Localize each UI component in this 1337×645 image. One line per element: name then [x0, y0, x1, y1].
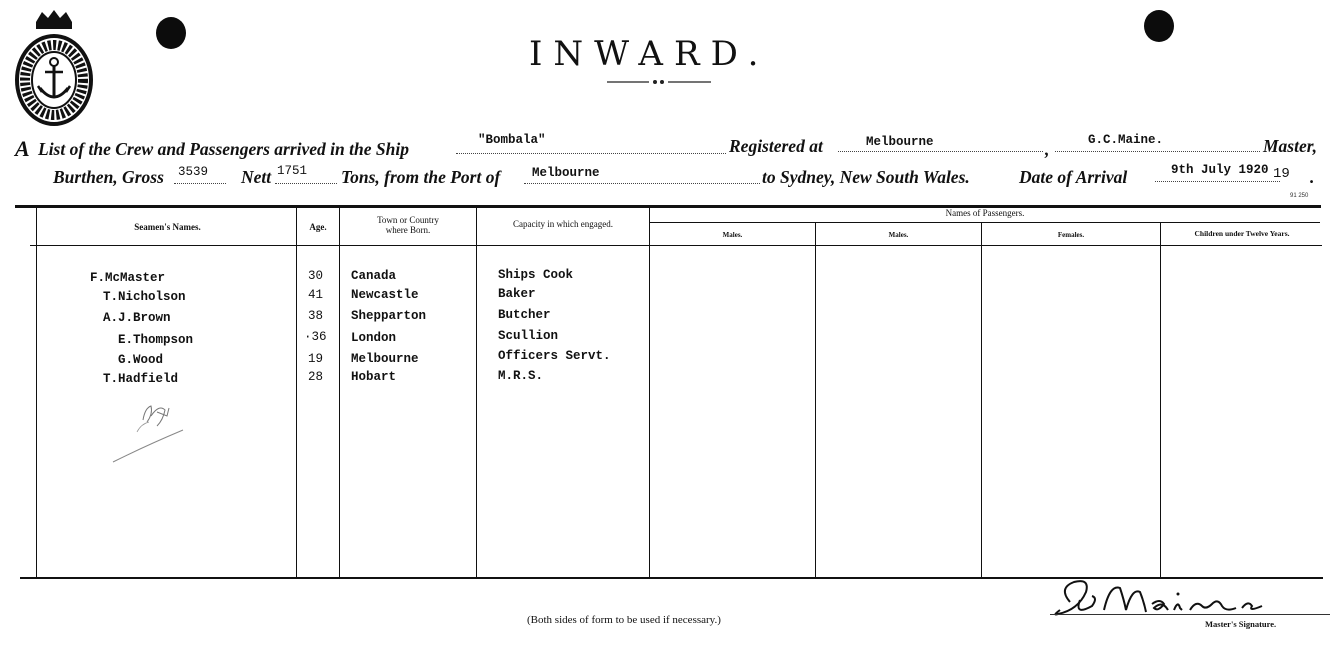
seaman-age: 41	[308, 288, 324, 302]
header-capacity: Capacity in which engaged.	[513, 219, 613, 229]
seaman-name: G.Wood	[118, 353, 164, 367]
seaman-birthplace: London	[351, 331, 397, 345]
comma-separator: ,	[1045, 139, 1050, 159]
seaman-age: 38	[308, 309, 324, 323]
column-divider-males-females	[981, 223, 982, 578]
master-name-value: G.C.Maine.	[1088, 133, 1164, 147]
nett-label: Nett	[241, 167, 272, 187]
nett-line	[275, 183, 337, 184]
master-label: Master,	[1263, 136, 1317, 156]
master-name-line	[1055, 151, 1260, 152]
burthen-gross-label: Burthen, Gross	[53, 167, 164, 187]
seaman-age: 19	[308, 352, 324, 366]
seaman-capacity: Officers Servt.	[498, 349, 611, 363]
column-divider-females-children	[1160, 223, 1161, 578]
seaman-birthplace: Melbourne	[351, 352, 419, 366]
header-passengers-group: Names of Passengers.	[945, 208, 1025, 218]
column-divider-town-capacity	[476, 207, 477, 578]
from-port-label: Tons, from the Port of	[341, 167, 501, 187]
seaman-capacity: M.R.S.	[498, 369, 544, 383]
header-males-1: Males.	[722, 231, 743, 239]
registered-port-value: Melbourne	[866, 135, 934, 149]
header-town-line2: where Born.	[385, 225, 431, 235]
from-port-line	[524, 183, 760, 184]
ship-name-line	[456, 153, 726, 154]
header-seamen-names: Seamen's Names.	[134, 222, 201, 232]
column-divider-left	[36, 207, 37, 578]
year-suffix: 19	[1273, 166, 1290, 182]
arrival-date-value: 9th July 1920	[1171, 163, 1269, 177]
header-males-2: Males.	[888, 231, 909, 239]
ship-name-value: "Bombala"	[478, 133, 546, 147]
lead-letter: A	[15, 136, 30, 161]
form-number: 91 250	[1290, 193, 1309, 199]
line-end-period: .	[1310, 167, 1315, 187]
seaman-birthplace: Newcastle	[351, 288, 419, 302]
seaman-name: T.Nicholson	[103, 290, 186, 304]
registered-port-line	[838, 151, 1043, 152]
header-bottom-rule	[30, 245, 1322, 246]
column-divider-capacity-males	[649, 207, 650, 578]
column-divider-age-town	[339, 207, 340, 578]
page-title: INWARD.	[529, 34, 770, 74]
seaman-birthplace: Shepparton	[351, 309, 427, 323]
seaman-capacity: Baker	[498, 287, 536, 301]
passengers-group-rule	[650, 222, 1320, 223]
seaman-name: A.J.Brown	[103, 311, 171, 325]
signature-line	[1050, 614, 1330, 615]
seaman-capacity: Butcher	[498, 308, 551, 322]
arrival-date-label: Date of Arrival	[1019, 167, 1128, 187]
seaman-capacity: Ships Cook	[498, 268, 574, 282]
column-divider-name-age	[296, 207, 297, 578]
destination-label: to Sydney, New South Wales.	[762, 167, 970, 187]
punch-hole-left	[156, 17, 186, 49]
column-divider-males-males	[815, 223, 816, 578]
signature-caption: Master's Signature.	[1205, 619, 1277, 629]
seaman-age: ·36	[304, 330, 327, 344]
gross-line	[174, 183, 226, 184]
seaman-birthplace: Canada	[351, 269, 397, 283]
header-town-line1: Town or Country	[377, 215, 439, 225]
seaman-name: F.McMaster	[90, 271, 166, 285]
header-children: Children under Twelve Years.	[1194, 229, 1290, 238]
title-ornament	[607, 77, 711, 87]
nett-value: 1751	[277, 164, 308, 178]
arrival-date-line	[1155, 181, 1280, 182]
seaman-age: 30	[308, 269, 324, 283]
pencil-annotation	[105, 398, 195, 466]
registered-label: Registered at	[729, 136, 823, 156]
header-females: Females.	[1057, 231, 1085, 239]
header-age: Age.	[309, 222, 327, 232]
seaman-birthplace: Hobart	[351, 370, 397, 384]
from-port-value: Melbourne	[532, 166, 600, 180]
master-signature	[1040, 570, 1330, 630]
shipping-masters-seal-icon	[14, 8, 94, 128]
seaman-name: E.Thompson	[118, 333, 194, 347]
gross-value: 3539	[178, 165, 209, 179]
punch-hole-right	[1144, 10, 1174, 42]
footer-note: (Both sides of form to be used if necessary.)	[527, 614, 721, 626]
seaman-capacity: Scullion	[498, 329, 559, 343]
crew-list-label: List of the Crew and Passengers arrived in the Ship	[38, 139, 409, 159]
seaman-age: 28	[308, 370, 324, 384]
seaman-name: T.Hadfield	[103, 372, 179, 386]
